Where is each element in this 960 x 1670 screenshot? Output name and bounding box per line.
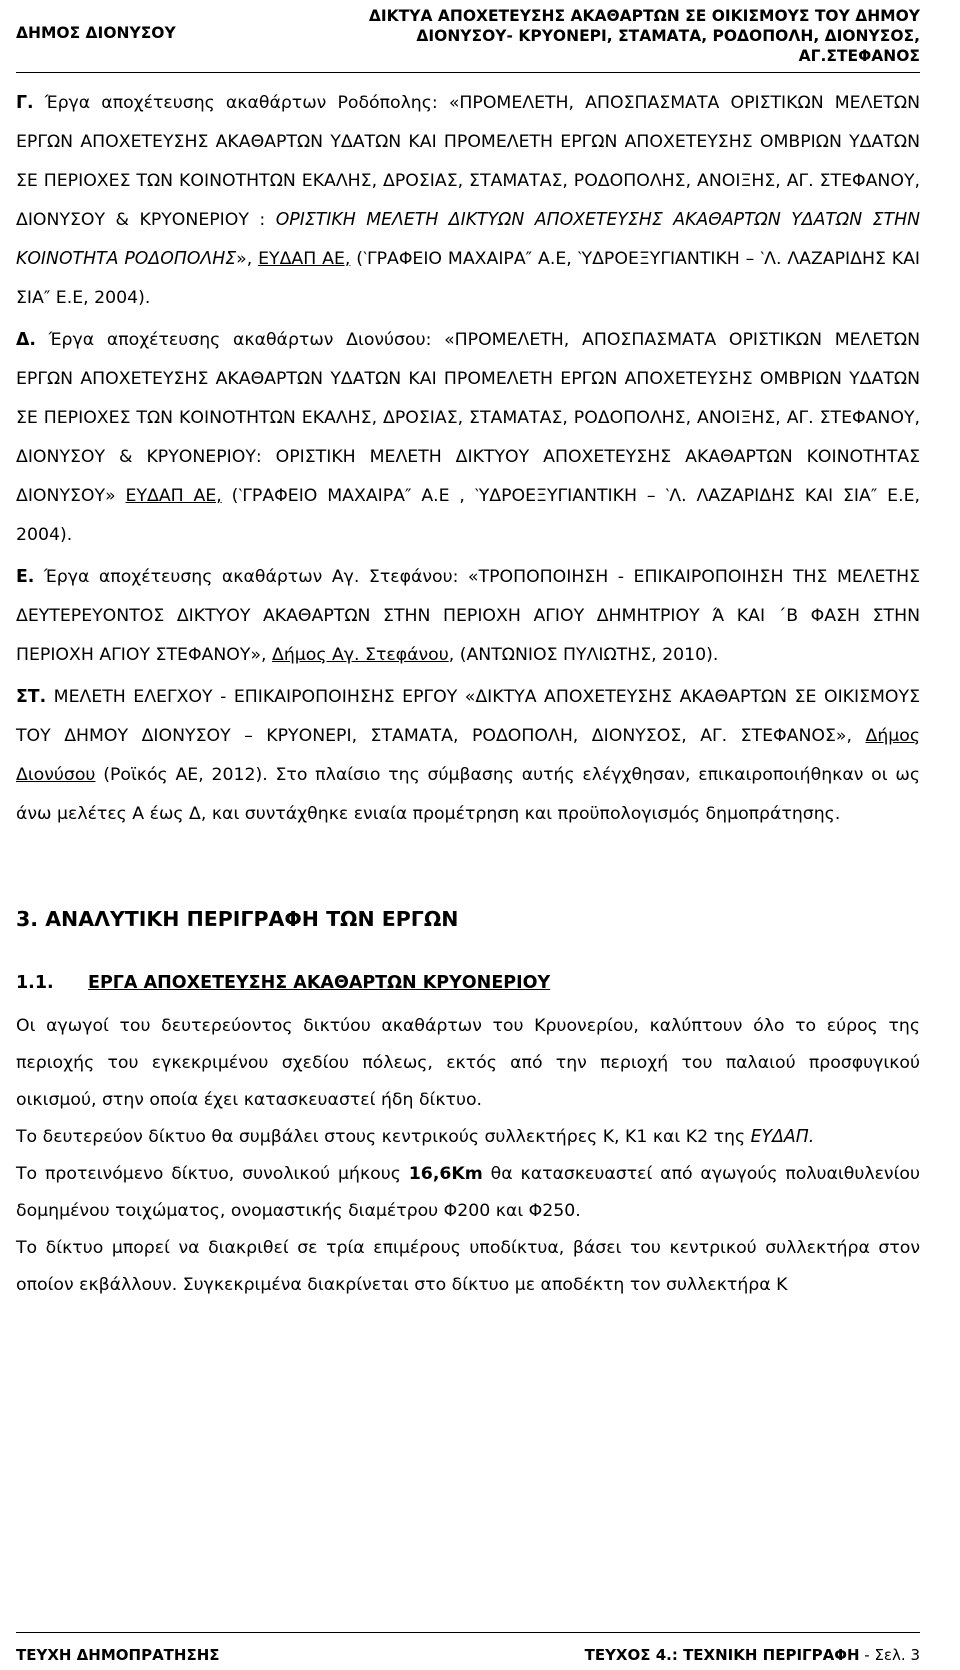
header-project-title bbox=[360, 6, 920, 66]
section-e-paragraph bbox=[16, 558, 920, 675]
section-st-text2: (Ροϊκός ΑΕ, 2012). Στο πλαίσιο της σύμβασης αυτής ελέγχθησαν, επικαιροποιήθηκαν οι ως άνω μελέτες Α έως Δ, και συντάχθηκε ενιαία προμέτρηση και προϋπολογισμός δημοπράτησης. bbox=[16, 765, 920, 824]
section-g-marker: Γ. bbox=[16, 93, 34, 113]
paragraph-collectors bbox=[16, 1119, 920, 1156]
section-g-italic-title: ΟΡΙΣΤΙΚΗ ΜΕΛΕΤΗ ΔΙΚΤΥΩΝ ΑΠΟΧΕΤΕΥΣΗΣ ΑΚΑΘΑΡΤΩΝ ΥΔΑΤΩΝ ΣΤΗΝ ΚΟΙΝΟΤΗΤΑ ΡΟΔΟΠΟΛΗΣ bbox=[16, 210, 920, 269]
section-e-authors: , (ΑΝΤΩΝΙΟΣ ΠΥΛΙΩΤΗΣ, 2010). bbox=[448, 645, 719, 665]
footer-issue: ΤΕΥΧΟΣ 4. bbox=[584, 1646, 672, 1664]
section-g-text: Έργα αποχέτευσης ακαθάρτων Ροδόπολης: «ΠΡΟΜΕΛΕΤΗ, ΑΠΟΣΠΑΣΜΑΤΑ ΟΡΙΣΤΙΚΩΝ ΜΕΛΕΤΩΝ ΕΡΓΩΝ ΑΠΟΧΕΤΕΥΣΗΣ ΑΚΑΘΑΡΤΩΝ ΥΔΑΤΩΝ ΚΑΙ ΠΡΟΜΕΛΕΤΗ ΕΡΓΩΝ ΑΠΟΧΕΤΕΥΣΗΣ ΟΜΒΡΙΩΝ ΥΔΑΤΩΝ ΣΕ ΠΕΡΙΟΧΕΣ ΤΩΝ ΚΟΙΝΟΤΗΤΩΝ ΕΚΑΛΗΣ, ΔΡΟΣΙΑΣ, ΣΤΑΜΑΤΑΣ, ΡΟΔΟΠΟΛΗΣ, ΑΝΟΙΞΗΣ, ΑΓ. ΣΤΕΦΑΝΟΥ, ΔΙΟΝΥΣΟΥ & ΚΡΥΟΝΕΡΙΟΥ : bbox=[16, 93, 920, 230]
header-municipality: ΔΗΜΟΣ ΔΙΟΝΥΣΟΥ bbox=[16, 24, 176, 42]
section-g-text2: », bbox=[236, 249, 259, 269]
footer-volume-label: ΤΕΥΧΗ ΔΗΜΟΠΡΑΤΗΣΗΣ bbox=[16, 1646, 220, 1664]
section-d-client: ΕΥΔΑΠ ΑΕ, bbox=[125, 486, 222, 506]
document-body bbox=[16, 84, 920, 1304]
section-g-paragraph bbox=[16, 84, 920, 318]
section-g-client: ΕΥΔΑΠ ΑΕ, bbox=[258, 249, 351, 269]
paragraph-collectors-eydap: ΕΥΔΑΠ. bbox=[750, 1127, 815, 1147]
paragraph-network-length bbox=[16, 1156, 920, 1230]
paragraph-subnetworks: Το δίκτυο μπορεί να διακριθεί σε τρία επιμέρους υποδίκτυα, βάσει του κεντρικού συλλεκτήρα στον οποίον εκβάλλουν. Συγκεκριμένα διακρίνεται στο δίκτυο με αποδέκτη τον συλλεκτήρα Κ bbox=[16, 1238, 920, 1295]
paragraph-collectors-text: Το δευτερεύον δίκτυο θα συμβάλει στους κεντρικούς συλλεκτήρες Κ, Κ1 και Κ2 της bbox=[16, 1127, 751, 1147]
network-length-value: 16,6Km bbox=[408, 1164, 483, 1184]
section-e-marker: Ε. bbox=[16, 567, 35, 587]
subsection-number: 1.1. bbox=[16, 973, 54, 993]
section-d-marker: Δ. bbox=[16, 330, 36, 350]
page-header bbox=[16, 4, 920, 70]
section-heading: 3. ΑΝΑΛΥΤΙΚΗ ΠΕΡΙΓΡΑΦΗ ΤΩΝ ΕΡΓΩΝ bbox=[16, 907, 459, 931]
section-st-paragraph bbox=[16, 678, 920, 834]
header-divider bbox=[16, 72, 920, 73]
subsection-body bbox=[16, 1008, 920, 1304]
section-d-paragraph bbox=[16, 321, 920, 555]
paragraph-length-text1: Το προτεινόμενο δίκτυο, συνολικού μήκους bbox=[16, 1164, 409, 1184]
paragraph-network-coverage: Οι αγωγοί του δευτερεύοντος δικτύου ακαθάρτων του Κρυονερίου, καλύπτουν όλο το εύρος της περιοχής του εγκεκριμένου σχεδίου πόλεως, εκτός από την περιοχή του παλαιού προσφυγικού οικισμού, στην οποία έχει κατασκευαστεί ήδη δίκτυο. bbox=[16, 1016, 920, 1110]
footer-divider bbox=[16, 1632, 920, 1633]
footer-page-number: - Σελ. 3 bbox=[859, 1646, 920, 1664]
subsection-heading bbox=[16, 968, 920, 998]
footer-page-info bbox=[585, 1646, 920, 1664]
header-title-line2: ΔΙΟΝΥΣΟΥ- ΚΡΥΟΝΕΡΙ, ΣΤΑΜΑΤΑ, ΡΟΔΟΠΟΛΗ, ΔΙΟΝΥΣΟΣ, bbox=[416, 27, 920, 45]
document-page bbox=[16, 0, 920, 1670]
section-e-text: Έργα αποχέτευσης ακαθάρτων Αγ. Στεφάνου: «ΤΡΟΠΟΠΟΙΗΣΗ - ΕΠΙΚΑΙΡΟΠΟΙΗΣΗ ΤΗΣ ΜΕΛΕΤΗΣ ΔΕΥΤΕΡΕΥΟΝΤΟΣ ΔΙΚΤΥΟΥ ΑΚΑΘΑΡΤΩΝ ΣΤΗΝ ΠΕΡΙΟΧΗ ΑΓΙΟΥ ΔΗΜΗΤΡΙΟΥ Ά ΚΑΙ ΄Β ΦΑΣΗ ΣΤΗΝ ΠΕΡΙΟΧΗ ΑΓΙΟΥ ΣΤΕΦΑΝΟΥ», bbox=[16, 567, 920, 665]
section-e-client: Δήμος Αγ. Στεφάνου bbox=[272, 645, 449, 665]
paragraph-length-text2: θα κατασκευαστεί από αγωγούς πολυαιθυλενίου δομημένου τοιχώματος, ονομαστικής διαμέτρου Φ200 και Φ250. bbox=[16, 1164, 920, 1221]
footer-issue-title: : ΤΕΧΝΙΚΗ ΠΕΡΙΓΡΑΦΗ bbox=[671, 1646, 860, 1664]
header-title-line1: ΔΙΚΤΥΑ ΑΠΟΧΕΤΕΥΣΗΣ ΑΚΑΘΑΡΤΩΝ ΣΕ ΟΙΚΙΣΜΟΥΣ ΤΟΥ ΔΗΜΟΥ bbox=[368, 7, 920, 25]
header-title-line3: ΑΓ.ΣΤΕΦΑΝΟΣ bbox=[798, 47, 920, 65]
section-st-client: Δήμος Διονύσου bbox=[16, 726, 920, 785]
section-st-marker: ΣΤ. bbox=[16, 687, 47, 707]
section-g-authors: (‵ΓΡΑΦΕΙΟ ΜΑΧΑΙΡΑ″ Α.Ε, ‵ΥΔΡΟΕΞΥΓΙΑΝΤΙΚΗ – ‵Λ. ΛΑΖΑΡΙΔΗΣ ΚΑΙ ΣΙΑ″ Ε.Ε, 2004). bbox=[16, 249, 921, 308]
subsection-title: ΕΡΓΑ ΑΠΟΧΕΤΕΥΣΗΣ ΑΚΑΘΑΡΤΩΝ ΚΡΥΟΝΕΡΙΟΥ bbox=[88, 973, 551, 993]
section-d-text: Έργα αποχέτευσης ακαθάρτων Διονύσου: «ΠΡΟΜΕΛΕΤΗ, ΑΠΟΣΠΑΣΜΑΤΑ ΟΡΙΣΤΙΚΩΝ ΜΕΛΕΤΩΝ ΕΡΓΩΝ ΑΠΟΧΕΤΕΥΣΗΣ ΑΚΑΘΑΡΤΩΝ ΥΔΑΤΩΝ ΚΑΙ ΠΡΟΜΕΛΕΤΗ ΕΡΓΩΝ ΑΠΟΧΕΤΕΥΣΗΣ ΟΜΒΡΙΩΝ ΥΔΑΤΩΝ ΣΕ ΠΕΡΙΟΧΕΣ ΤΩΝ ΚΟΙΝΟΤΗΤΩΝ ΕΚΑΛΗΣ, ΔΡΟΣΙΑΣ, ΣΤΑΜΑΤΑΣ, ΡΟΔΟΠΟΛΗΣ, ΑΝΟΙΞΗΣ, ΑΓ. ΣΤΕΦΑΝΟΥ, ΔΙΟΝΥΣΟΥ & ΚΡΥΟΝΕΡΙΟΥ: ΟΡΙΣΤΙΚΗ ΜΕΛΕΤΗ ΔΙΚΤΥΟΥ ΑΠΟΧΕΤΕΥΣΗΣ ΑΚΑΘΑΡΤΩΝ ΚΟΙΝΟΤΗΤΑΣ ΔΙΟΝΥΣΟΥ» bbox=[16, 330, 920, 506]
section-st-text: ΜΕΛΕΤΗ ΕΛΕΓΧΟΥ - ΕΠΙΚΑΙΡΟΠΟΙΗΣΗΣ ΕΡΓΟΥ «ΔΙΚΤΥΑ ΑΠΟΧΕΤΕΥΣΗΣ ΑΚΑΘΑΡΤΩΝ ΣΕ ΟΙΚΙΣΜΟΥΣ ΤΟΥ ΔΗΜΟΥ ΔΙΟΝΥΣΟΥ – ΚΡΥΟΝΕΡΙ, ΣΤΑΜΑΤΑ, ΡΟΔΟΠΟΛΗ, ΔΙΟΝΥΣΟΣ, ΑΓ. ΣΤΕΦΑΝΟΣ», bbox=[16, 687, 920, 746]
section-d-authors: (‵ΓΡΑΦΕΙΟ ΜΑΧΑΙΡΑ″ Α.Ε , ‵ΥΔΡΟΕΞΥΓΙΑΝΤΙΚΗ – ‵Λ. ΛΑΖΑΡΙΔΗΣ ΚΑΙ ΣΙΑ″ Ε.Ε, 2004). bbox=[16, 486, 921, 545]
